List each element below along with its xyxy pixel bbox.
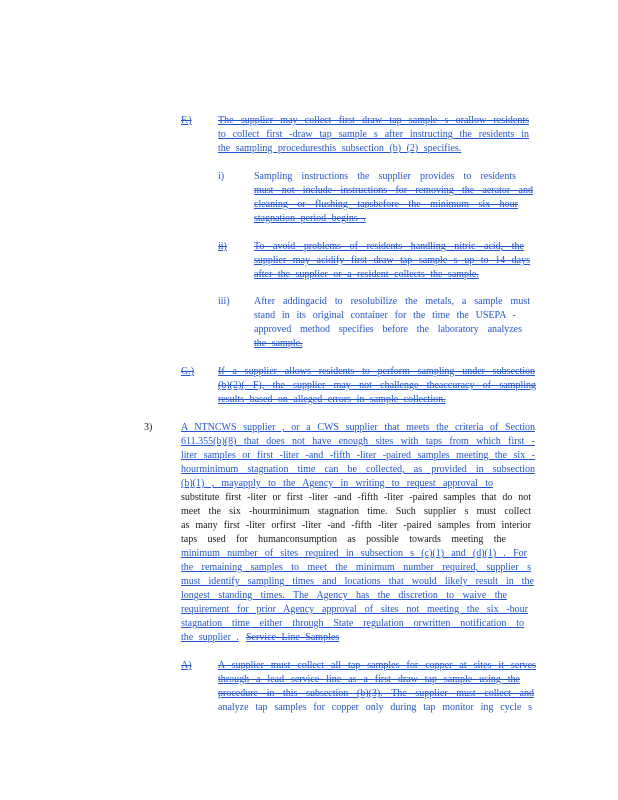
- item-f-line-1: The supplier may collect first draw tap sample s orallow residents: [218, 115, 529, 126]
- item-g-line-3: results based on alleged errors in sample collection.: [218, 394, 446, 405]
- item-a-line-3: procedure in this subsection (b)(3). The supplier must collect and: [218, 688, 534, 699]
- sub-ii-line-1: To avoid problems of residents handling nitric acid, the: [254, 241, 524, 252]
- item-3-line-13: longest standing times. The Agency has the discretion to waive the: [181, 590, 507, 601]
- item-g-line-2: (b)(2)( F), the supplier may not challenge theaccuracy of sampling: [218, 380, 536, 391]
- sub-ii-label: ii): [218, 241, 227, 252]
- item-3-line-10: minimum number of sites required in subsection s (c)(1) and (d)(1) . For: [181, 548, 527, 559]
- sub-ii-line-2: supplier may acidify first draw tap sample s up to 14 days: [254, 255, 530, 266]
- item-g-label: G.): [181, 366, 195, 377]
- sub-iii-line-1: After addingacid to resolubilize the metals, a sample must: [254, 296, 530, 307]
- item-3-label: 3): [144, 422, 153, 433]
- sub-i-line-4: stagnation period begins .: [254, 213, 366, 224]
- sub-iii-label: iii): [218, 296, 230, 307]
- item-3-line-9: taps used for humanconsumption as possible towards meeting the: [181, 534, 506, 545]
- sub-i-line-3: cleaning or flushing tapsbefore the minimum six hour: [254, 199, 518, 210]
- item-f-line-3: the sampling proceduresthis subsection (b) (2) specifies.: [218, 143, 462, 154]
- sub-iii-line-2: stand in its original container for the time the USEPA -: [254, 310, 516, 321]
- item-3-line-11: the remaining samples to meet the minimum number required, supplier s: [181, 562, 531, 573]
- sub-i-label: i): [218, 171, 225, 182]
- sub-ii-line-3: after the supplier or a resident collects the sample.: [254, 269, 479, 280]
- item-a-line-4: analyze tap samples for copper only during tap monitor ing cycle s: [218, 702, 532, 713]
- item-a-label: A): [181, 660, 192, 671]
- sub-i-line-1: Sampling instructions the supplier provides to residents: [254, 171, 516, 182]
- item-3-line-3: liter samples or first -liter -and -fifth -liter -paired samples meeting the six -: [181, 450, 535, 461]
- item-3-line-4: hourminimum stagnation time can be collected, as provided in subsection: [181, 464, 535, 475]
- item-3-line-7: meet the six -hourminimum stagnation time. Such supplier s must collect: [181, 506, 531, 517]
- service-line-samples-heading: Service Line Samples: [246, 632, 340, 643]
- item-3-line-1: A NTNCWS supplier , or a CWS supplier that meets the criteria of Section: [181, 422, 535, 433]
- item-3-line-5: (b)(1) , mayapply to the Agency in writing to request approval to: [181, 478, 493, 489]
- item-3-line-16: the supplier .: [181, 632, 239, 643]
- sub-iii-line-3: approved method specifies before the laboratory analyzes: [254, 324, 522, 335]
- item-3-line-8: as many first -liter orfirst -liter -and -fifth -liter -paired samples from interior: [181, 520, 531, 531]
- sub-iii-line-4: the sample.: [254, 338, 303, 349]
- item-g-line-1: If a supplier allows residents to perform sampling under subsection: [218, 366, 535, 377]
- item-f-line-2: to collect first -draw tap sample s after instructing the residents in: [218, 129, 529, 140]
- item-a-line-1: A supplier must collect all tap samples for copper at sites it serves: [218, 660, 536, 671]
- item-3-line-15: stagnation time either through State regulation orwritten notification to: [181, 618, 524, 629]
- item-3-line-2: 611.355(b)(8) that does not have enough sites with taps from which first -: [181, 436, 535, 447]
- item-3-line-14: requirement for prior Agency approval of sites not meeting the six -hour: [181, 604, 528, 615]
- item-3-line-6: substitute first -liter or first -liter -and -fifth -liter -paired samples that do not: [181, 492, 531, 503]
- item-a-line-2: through a lead service line as a first draw tap sample using the: [218, 674, 520, 685]
- item-3-line-12: must identify sampling times and locations that would likely result in the: [181, 576, 534, 587]
- item-f-label: F.): [181, 115, 192, 126]
- sub-i-line-2: must not include instructions for removing the aerator and: [254, 185, 533, 196]
